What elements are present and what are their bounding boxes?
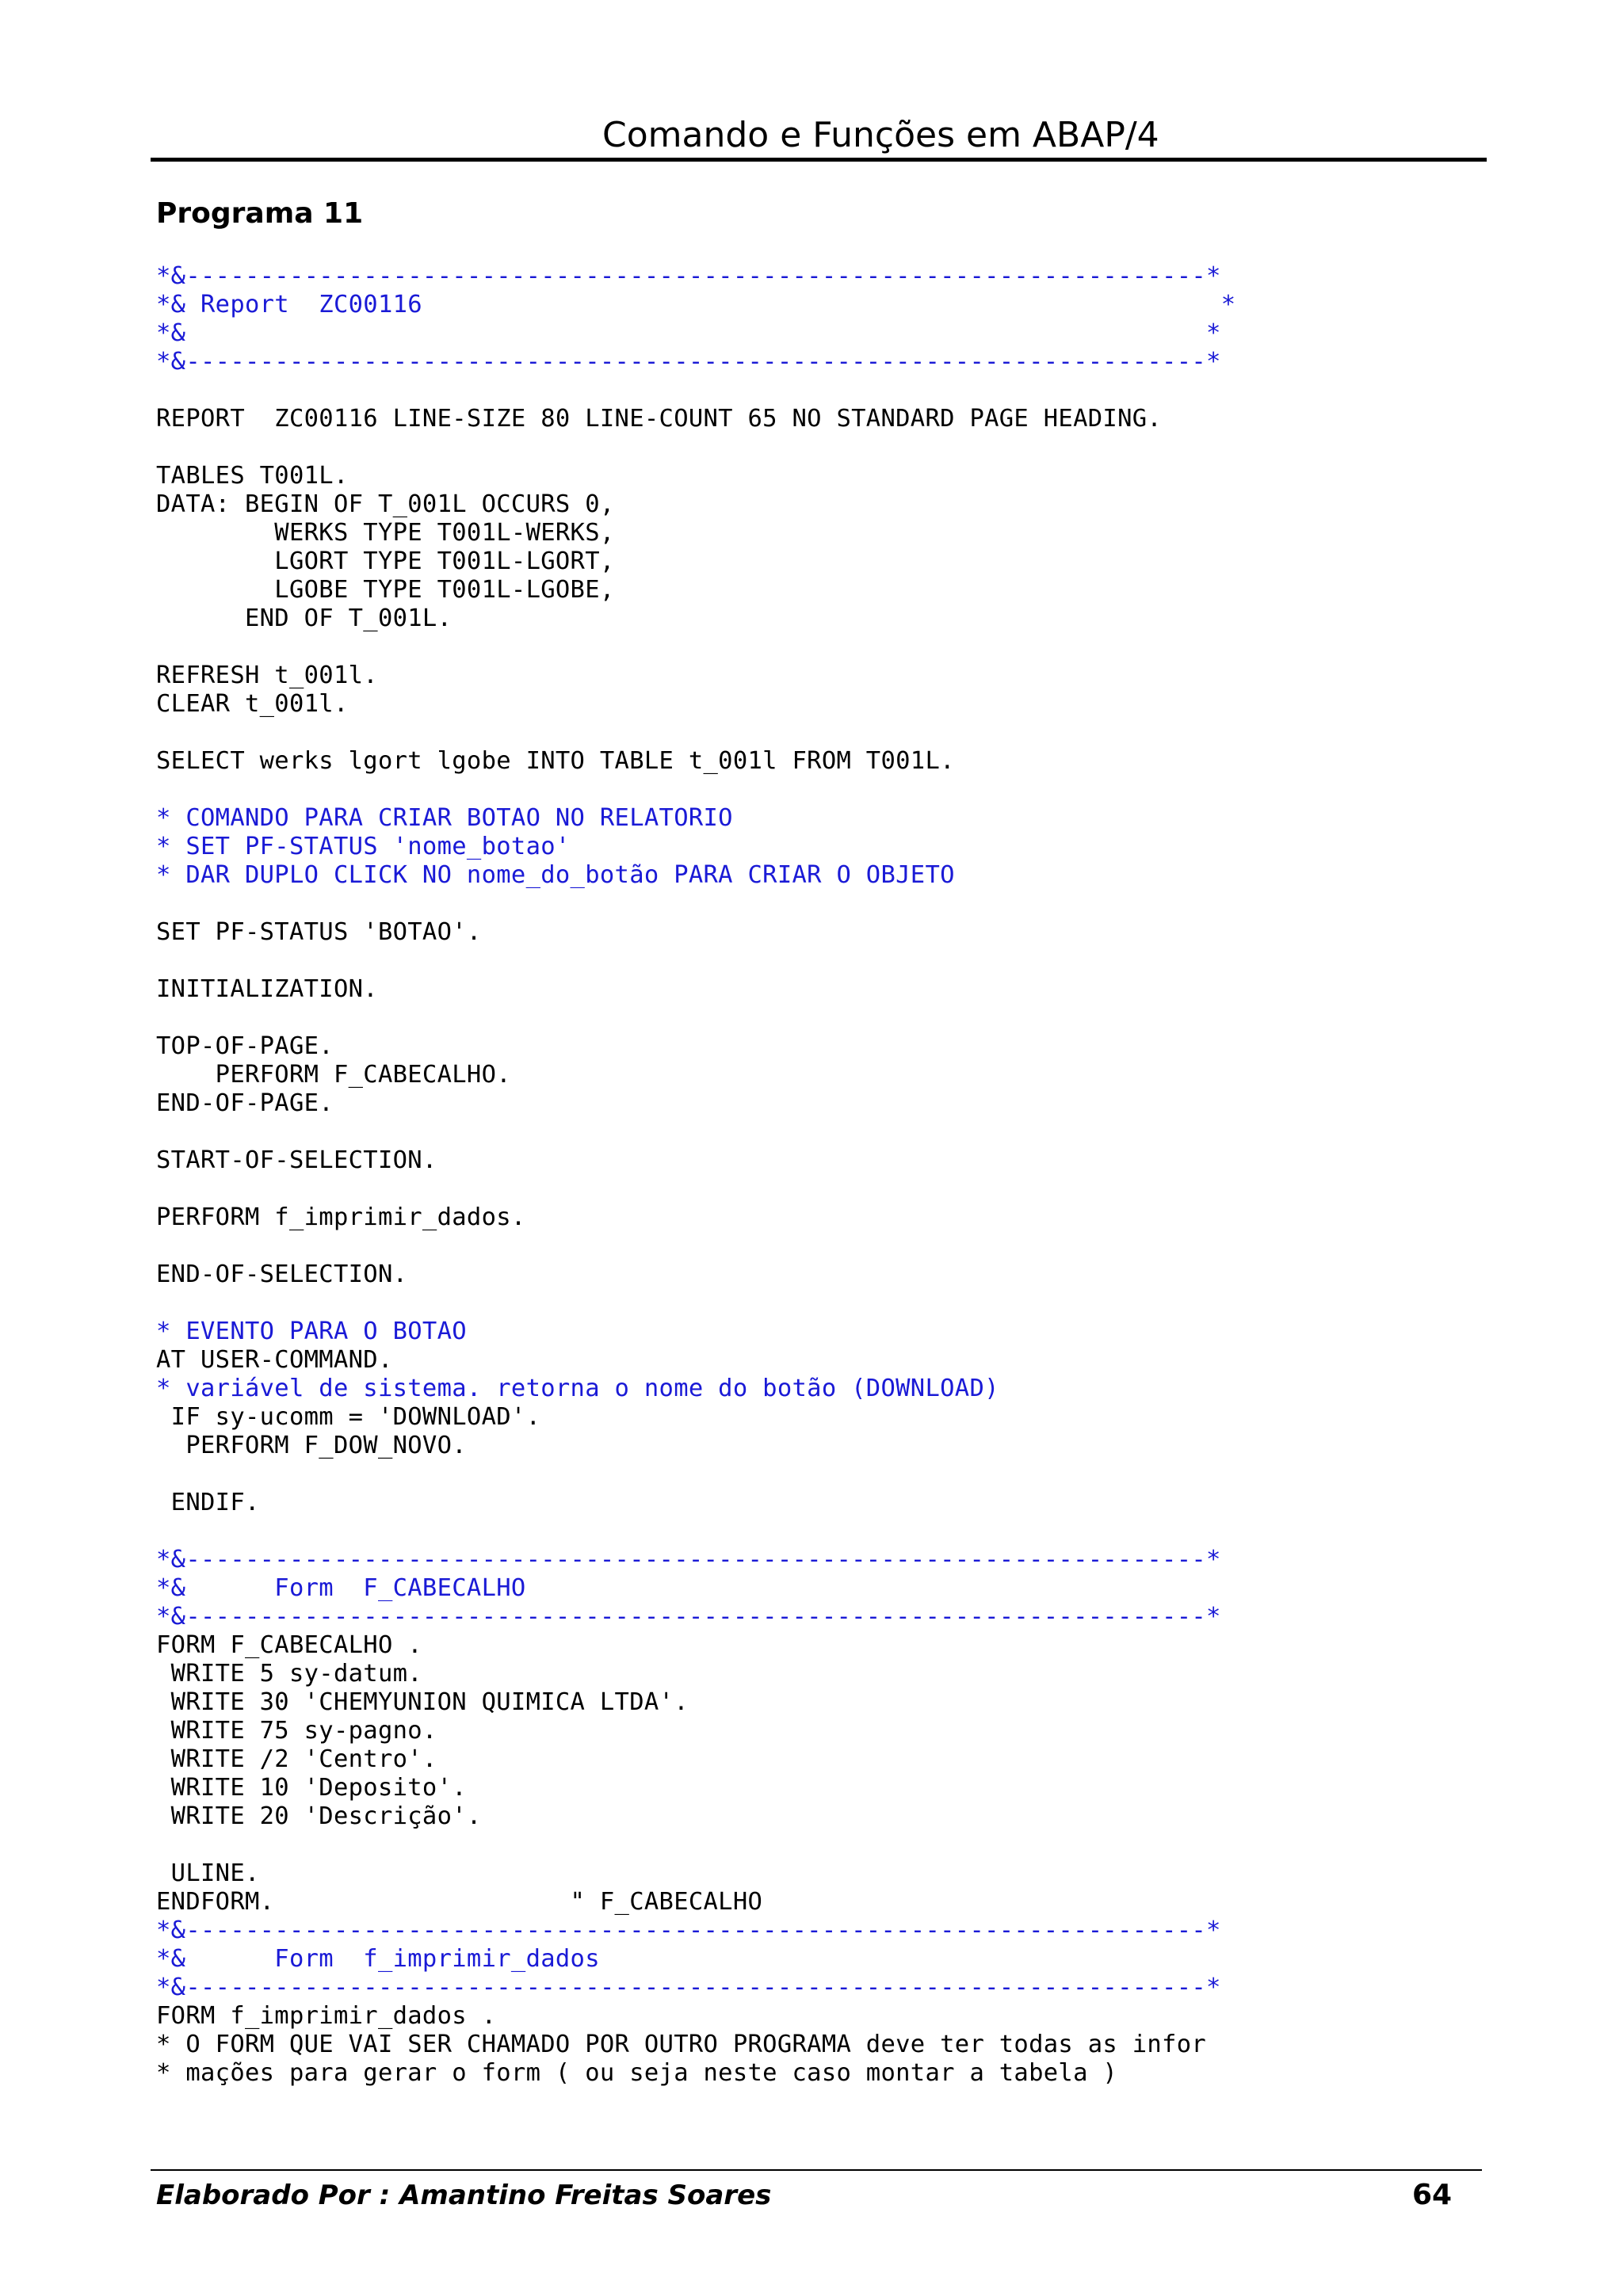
code-line: TABLES T001L. <box>156 462 349 490</box>
code-line <box>156 1004 1235 1032</box>
code-comment-line: *&---------------------------------------------------------------------* <box>156 262 1221 290</box>
code-line: END-OF-SELECTION. <box>156 1261 408 1288</box>
code-comment-line: *&---------------------------------------------------------------------* <box>156 1546 1221 1573</box>
code-line: WRITE /2 'Centro'. <box>156 1745 437 1773</box>
code-line: FORM f_imprimir_dados . <box>156 2002 497 2030</box>
program-title: Programa 11 <box>156 197 364 230</box>
code-line: PERFORM F_DOW_NOVO. <box>156 1432 467 1459</box>
code-line: WRITE 5 sy-datum. <box>156 1660 422 1688</box>
code-line: INITIALIZATION. <box>156 975 378 1003</box>
code-line <box>156 633 1235 662</box>
code-line: FORM F_CABECALHO . <box>156 1631 422 1659</box>
code-line: ULINE. <box>156 1859 260 1887</box>
code-comment-line: * SET PF-STATUS 'nome_botao' <box>156 833 571 860</box>
code-comment-line: *& Form F_CABECALHO <box>156 1574 526 1602</box>
code-line <box>156 1118 1235 1146</box>
code-line: REFRESH t_001l. <box>156 662 378 689</box>
code-line: LGOBE TYPE T001L-LGOBE, <box>156 576 615 604</box>
code-line: WRITE 10 'Deposito'. <box>156 1774 467 1802</box>
code-comment-line: *& Form f_imprimir_dados <box>156 1945 600 1973</box>
code-line <box>156 1175 1235 1203</box>
code-line: TOP-OF-PAGE. <box>156 1032 334 1060</box>
code-line: WRITE 30 'CHEMYUNION QUIMICA LTDA'. <box>156 1688 689 1716</box>
code-line: * mações para gerar o form ( ou seja neste caso montar a tabela ) <box>156 2059 1118 2087</box>
code-line <box>156 776 1235 804</box>
code-line: WERKS TYPE T001L-WERKS, <box>156 519 615 547</box>
code-comment-line: *& Report ZC00116 * <box>156 291 1236 318</box>
code-comment-line: *& * <box>156 319 1221 347</box>
code-line <box>156 1517 1235 1546</box>
code-line <box>156 433 1235 462</box>
code-comment-line: *&---------------------------------------------------------------------* <box>156 1917 1221 1944</box>
code-comment-line: *&---------------------------------------------------------------------* <box>156 1603 1221 1630</box>
code-line: AT USER-COMMAND. <box>156 1346 393 1374</box>
code-line <box>156 947 1235 975</box>
code-line: START-OF-SELECTION. <box>156 1146 437 1174</box>
header-divider <box>151 158 1487 162</box>
code-comment-line: *&---------------------------------------------------------------------* <box>156 1974 1221 2001</box>
code-line: SELECT werks lgort lgobe INTO TABLE t_001l FROM T001L. <box>156 747 955 775</box>
code-line <box>156 890 1235 918</box>
code-line: DATA: BEGIN OF T_001L OCCURS 0, <box>156 490 615 518</box>
page-header-title: Comando e Funções em ABAP/4 <box>602 115 1159 155</box>
code-line: ENDFORM. " F_CABECALHO <box>156 1888 763 1916</box>
code-comment-line: * variável de sistema. retorna o nome do botão (DOWNLOAD) <box>156 1375 999 1402</box>
code-line <box>156 376 1235 405</box>
code-line: LGORT TYPE T001L-LGORT, <box>156 547 615 575</box>
code-comment-line: * COMANDO PARA CRIAR BOTAO NO RELATORIO <box>156 804 733 832</box>
code-line: PERFORM f_imprimir_dados. <box>156 1203 526 1231</box>
footer-author: Elaborado Por : Amantino Freitas Soares <box>156 2180 772 2211</box>
code-line: END-OF-PAGE. <box>156 1089 334 1117</box>
code-line: PERFORM F_CABECALHO. <box>156 1061 511 1089</box>
code-line <box>156 1831 1235 1859</box>
code-line <box>156 1232 1235 1261</box>
code-comment-line: * DAR DUPLO CLICK NO nome_do_botão PARA CRIAR O OBJETO <box>156 861 955 889</box>
code-line <box>156 1289 1235 1318</box>
code-comment-line: * EVENTO PARA O BOTAO <box>156 1318 467 1345</box>
code-line: IF sy-ucomm = 'DOWNLOAD'. <box>156 1403 541 1431</box>
code-listing <box>156 262 1235 2088</box>
code-line: WRITE 75 sy-pagno. <box>156 1717 437 1745</box>
code-line <box>156 719 1235 747</box>
page-number: 64 <box>1412 2179 1453 2211</box>
code-line: ENDIF. <box>156 1489 260 1516</box>
code-line: SET PF-STATUS 'BOTAO'. <box>156 918 482 946</box>
footer-divider <box>151 2169 1482 2171</box>
code-line: WRITE 20 'Descrição'. <box>156 1802 482 1830</box>
code-line <box>156 1460 1235 1489</box>
code-line: * O FORM QUE VAI SER CHAMADO POR OUTRO PROGRAMA deve ter todas as infor <box>156 2031 1207 2058</box>
code-comment-line: *&---------------------------------------------------------------------* <box>156 348 1221 376</box>
code-line: REPORT ZC00116 LINE-SIZE 80 LINE-COUNT 65 NO STANDARD PAGE HEADING. <box>156 405 1163 433</box>
code-line: CLEAR t_001l. <box>156 690 349 718</box>
code-line: END OF T_001L. <box>156 605 453 632</box>
